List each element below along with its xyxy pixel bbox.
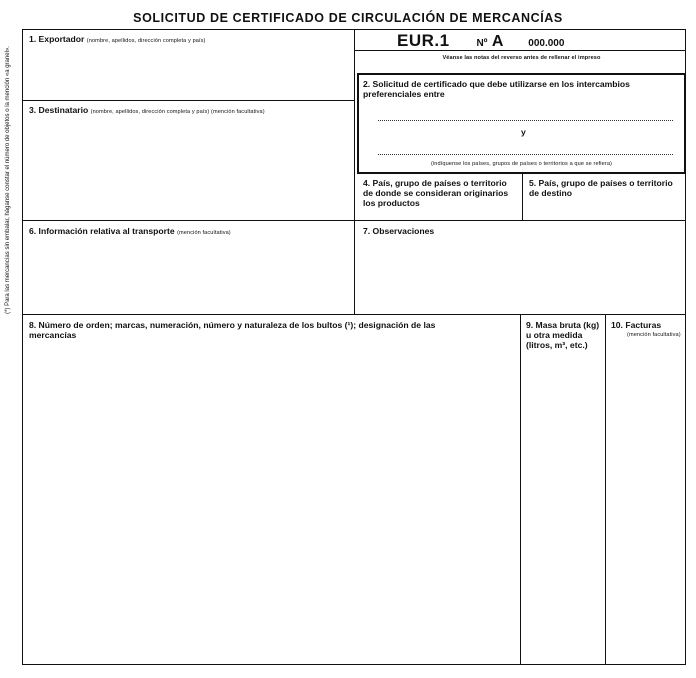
box2-and: y (521, 127, 526, 137)
form-title: SOLICITUD DE CERTIFICADO DE CIRCULACIÓN DE MERCANCÍAS (133, 11, 563, 25)
series-letter: A (491, 33, 504, 50)
box2-line-2[interactable] (378, 154, 673, 155)
header-note: Véanse las notas del reverso antes de rellenar el impreso (442, 55, 601, 61)
box2-sub: (indíquense los países, grupos de países o territorios a que se refiera) (430, 161, 612, 167)
eur1-header (397, 31, 564, 51)
divider-box9-box10 (605, 315, 606, 665)
divider-box8-top (23, 314, 685, 315)
box9-masa[interactable]: 9. Masa bruta (kg) u otra medida (litros, m³, etc.) (526, 320, 600, 350)
divider-box1-box3 (23, 100, 355, 101)
box2-label: 2. Solicitud de certificado que debe utilizarse en los intercambios preferenciales entre (363, 79, 630, 99)
box7-observaciones[interactable]: 7. Observaciones (363, 226, 435, 236)
divider-box4-box5 (522, 174, 523, 221)
box10-facturas[interactable]: 10. Facturas (mención facultativa) (611, 320, 681, 338)
box3-destinatario[interactable]: 3. Destinatario (nombre, apellidos, dirección completa y país) (mención facultativa) (29, 105, 265, 115)
divider-box3-box6 (23, 220, 685, 221)
eur1-title: EUR.1 (397, 31, 450, 50)
certificate-number: 000.000 (528, 38, 565, 49)
box4-origen[interactable]: 4. País, grupo de países o territorio de donde se consideran originarios los productos (363, 178, 509, 208)
form-frame (22, 29, 686, 665)
side-note: (*) Para las mercancías sin embalar, háganse constar el número de objetos o la mención «a granel». (5, 46, 11, 314)
divider-vertical-top (354, 30, 355, 314)
box8-mercancias[interactable]: 8. Número de orden; marcas, numeración, número y naturaleza de los bultos (¹); designación de las mercancías (29, 320, 436, 340)
box6-transporte[interactable]: 6. Información relativa al transporte (mención facultativa) (29, 226, 231, 236)
number-label: Nº (476, 38, 488, 49)
box1-exportador[interactable]: 1. Exportador (nombre, apellidos, dirección completa y país) (29, 34, 206, 44)
divider-box8-box9 (520, 315, 521, 665)
box5-destino[interactable]: 5. País, grupo de países o territorio de destino (529, 178, 673, 198)
box2-line-1[interactable] (378, 120, 673, 121)
